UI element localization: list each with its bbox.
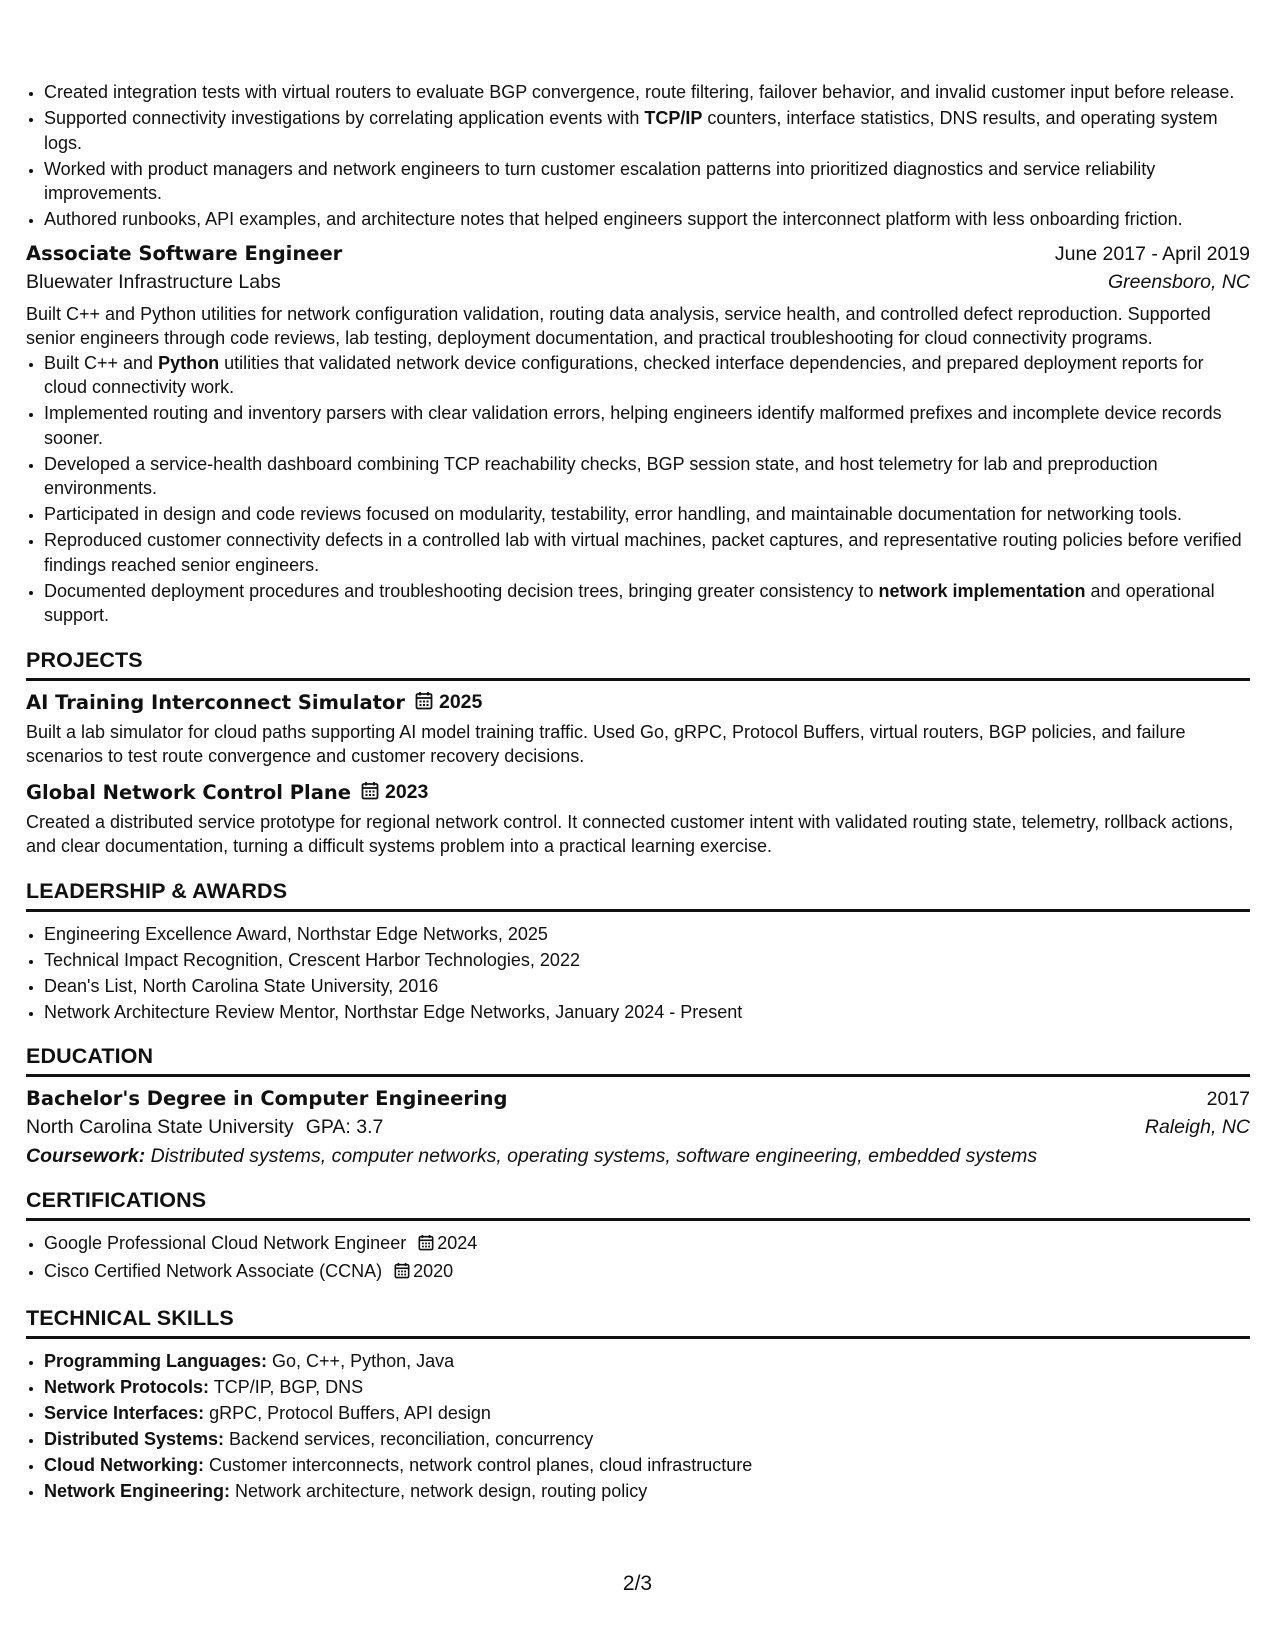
skill-value: TCP/IP, BGP, DNS <box>209 1376 364 1397</box>
job-dates: June 2017 - April 2019 <box>1054 242 1250 265</box>
bullet-bold-text: Python <box>158 352 220 373</box>
certification-list <box>26 1231 1250 1286</box>
bullet-text: utilities that validated network device configurations, checked interface dependencies, and prepared deployment reports for cloud connectivity work. <box>44 352 1204 397</box>
skill-label: Programming Languages: <box>44 1350 268 1371</box>
bullet-text: Authored runbooks, API examples, and architecture notes that helped engineers support the interconnect platform with less onboarding friction. <box>44 209 1183 229</box>
skill-value: Backend services, reconciliation, concurrency <box>224 1428 594 1449</box>
list-item <box>44 1427 1250 1452</box>
company-name: Bluewater Infrastructure Labs <box>26 270 281 293</box>
list-item <box>44 1259 1250 1286</box>
list-item <box>44 157 1250 206</box>
bullet-text: Documented deployment procedures and troubleshooting decision trees, bringing greater consistency to <box>44 580 879 601</box>
skill-value: Customer interconnects, network control planes, cloud infrastructure <box>204 1454 753 1475</box>
list-item <box>44 579 1250 628</box>
graduation-year: 2017 <box>1206 1088 1250 1110</box>
bullet-text: Built C++ and <box>44 352 159 373</box>
list-item: • Engineering Excellence Award, Northstar Edge Networks, 2025 <box>44 922 1250 947</box>
list-item <box>44 528 1250 577</box>
list-item <box>44 1453 1250 1478</box>
skill-label: Distributed Systems: <box>44 1428 225 1449</box>
certification-year: 2020 <box>413 1261 454 1281</box>
calendar-icon <box>418 1233 434 1258</box>
list-item <box>44 1401 1250 1426</box>
job-summary: Built C++ and Python utilities for network configuration validation, routing data analysis, service health, and controlled defect reproduction. Supported senior engineers through code reviews, lab testing, deployment documentation, and practical troubleshooting for cloud connectivity programs. <box>26 303 1211 348</box>
bullet-text: and operational support. <box>44 580 1215 625</box>
project-description: Built a lab simulator for cloud paths supporting AI model training traffic. Used Go, gRPC, Protocol Buffers, virtual routers, BGP policies, and failure scenarios to test route convergence and customer recovery decisions. <box>26 721 1186 766</box>
coursework-label: Coursework: <box>26 1145 146 1167</box>
gpa: GPA: 3.7 <box>305 1116 384 1138</box>
list-item <box>44 1231 1250 1258</box>
bullet-text: Implemented routing and inventory parsers with clear validation errors, helping engineers identify malformed prefixes and incomplete device records sooner. <box>44 403 1222 448</box>
section-heading-projects: PROJECTS <box>26 648 1250 681</box>
bullet-bold-text: network implementation <box>878 580 1086 601</box>
job-location: Greensboro, NC <box>1108 270 1250 293</box>
skill-value: Network architecture, network design, routing policy <box>230 1480 648 1501</box>
project-header <box>26 781 1250 805</box>
degree-title: Bachelor's Degree in Computer Engineering <box>26 1087 508 1110</box>
previous-job-bullets <box>26 80 1250 232</box>
skill-value: Go, C++, Python, Java <box>267 1350 455 1371</box>
job-title: Associate Software Engineer <box>26 241 343 265</box>
bullet-text: Worked with product managers and network engineers to turn customer escalation patterns into prioritized diagnostics and service reliability improvements. <box>44 158 1156 203</box>
calendar-icon <box>415 691 433 715</box>
project-title: AI Training Interconnect Simulator <box>26 691 405 714</box>
list-item: • Network Architecture Review Mentor, Northstar Edge Networks, January 2024 - Present <box>44 1000 1250 1025</box>
project-year: 2023 <box>384 781 429 803</box>
bullet-text: counters, interface statistics, DNS results, and operating system logs. <box>44 108 1218 153</box>
coursework <box>26 1145 1250 1168</box>
calendar-icon <box>361 781 379 805</box>
skills-list <box>26 1349 1250 1504</box>
resume-page <box>26 80 1250 1505</box>
section-heading-skills: TECHNICAL SKILLS <box>26 1306 1250 1339</box>
skill-value: gRPC, Protocol Buffers, API design <box>204 1402 491 1423</box>
skill-label: Network Protocols: <box>44 1376 210 1397</box>
list-item <box>44 401 1250 450</box>
project-entry <box>26 691 1250 769</box>
bullet-text: Developed a service-health dashboard combining TCP reachability checks, BGP session state, and host telemetry for lab and preproduction environments. <box>44 453 1158 498</box>
job-header <box>26 242 1250 266</box>
education-header <box>26 1087 1250 1111</box>
section-heading-leadership: LEADERSHIP & AWARDS <box>26 879 1250 912</box>
project-title: Global Network Control Plane <box>26 781 351 804</box>
coursework-text: Distributed systems, computer networks, operating systems, software engineering, embedded systems <box>150 1145 1038 1167</box>
page-number: 2/3 <box>622 1572 653 1595</box>
education-subheader <box>26 1116 1250 1139</box>
list-item <box>44 351 1250 400</box>
job-entry <box>26 242 1250 628</box>
skill-label: Service Interfaces: <box>44 1402 205 1423</box>
project-header <box>26 691 1250 715</box>
list-item <box>44 106 1250 155</box>
list-item <box>44 502 1250 527</box>
school-location: Raleigh, NC <box>1144 1116 1250 1138</box>
project-description: Created a distributed service prototype for regional network control. It connected customer intent with validated routing state, telemetry, rollback actions, and clear documentation, turning a difficult systems problem into a practical learning exercise. <box>26 811 1234 856</box>
bullet-text: Created integration tests with virtual routers to evaluate BGP convergence, route filtering, failover behavior, and invalid customer input before release. <box>44 82 1235 102</box>
list-item <box>44 80 1250 105</box>
bullet-bold-text: TCP/IP <box>644 108 703 128</box>
list-item <box>44 207 1250 232</box>
bullet-text: Reproduced customer connectivity defects in a controlled lab with virtual machines, packet captures, and representative routing policies before verified findings reached senior engineers. <box>44 530 1242 575</box>
job-bullets <box>26 351 1250 628</box>
section-heading-certifications: CERTIFICATIONS <box>26 1188 1250 1221</box>
list-item <box>44 1479 1250 1504</box>
certification-year: 2024 <box>437 1233 478 1253</box>
calendar-icon <box>394 1261 410 1286</box>
list-item <box>44 452 1250 501</box>
skill-label: Network Engineering: <box>44 1480 231 1501</box>
bullet-text: Participated in design and code reviews focused on modularity, testability, error handling, and maintainable documentation for networking tools. <box>44 504 1182 524</box>
skill-label: Cloud Networking: <box>44 1454 204 1475</box>
school-line <box>26 1116 383 1139</box>
leadership-list <box>26 922 1250 1025</box>
list-item: • Technical Impact Recognition, Crescent Harbor Technologies, 2022 <box>44 948 1250 973</box>
project-entry <box>26 781 1250 859</box>
list-item: • Dean's List, North Carolina State University, 2016 <box>44 974 1250 999</box>
bullet-text: Supported connectivity investigations by correlating application events with <box>44 108 645 128</box>
job-subheader <box>26 271 1250 294</box>
section-heading-education: EDUCATION <box>26 1044 1250 1077</box>
certification-name: Google Professional Cloud Network Engineer <box>44 1233 407 1253</box>
list-item <box>44 1375 1250 1400</box>
school-name: North Carolina State University <box>26 1116 294 1138</box>
list-item <box>44 1349 1250 1374</box>
project-year: 2025 <box>438 691 483 713</box>
certification-name: Cisco Certified Network Associate (CCNA) <box>44 1261 383 1281</box>
